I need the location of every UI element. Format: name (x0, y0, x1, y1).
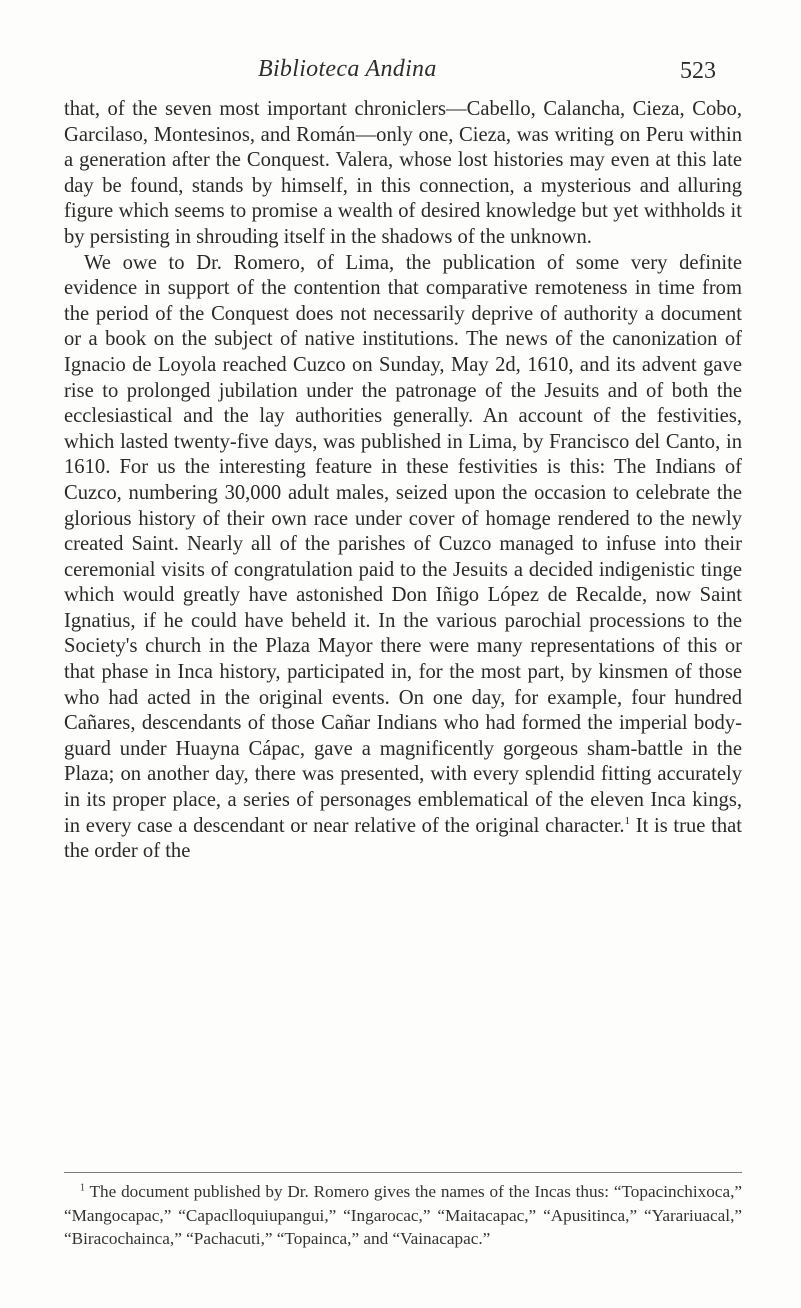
footnote-reference: 1 (624, 814, 631, 827)
page-number: 523 (680, 58, 716, 84)
paragraph-2-text: We owe to Dr. Romero, of Lima, the publication of some very definite evidence in support of the contention that comparative remoteness in time from the period of the Conquest does not necessarily deprive of authority a document or a book on the subject of native institutions. The news of the canonization of Ignacio de Loyola reached Cuzco on Sunday, May 2d, 1610, and its advent gave rise to prolonged jubilation under the patronage of the Jesuits and of both the ecclesiastical and the lay authorities generally. An account of the festivities, which lasted twenty-five days, was published in Lima, by Francisco del Canto, in 1610. For us the interesting feature in these festivities is this: The Indians of Cuzco, numbering 30,000 adult males, seized upon the occasion to celebrate the glorious history of their own race under cover of homage rendered to the newly created Saint. Nearly all of the parishes of Cuzco managed to infuse into their ceremonial visits of congratulation paid to the Jesuits a decided indigenistic tinge which would greatly have astonished Don Iñigo López de Recalde, now Saint Ignatius, if he could have beheld it. In the various parochial processions to the Society's church in the Plaza Mayor there were many representations of this or that phase in Inca history, participated in, for the most part, by kinsmen of those who had acted in the original events. On one day, for example, four hundred Cañares, descendants of those Cañar Indians who had formed the imperial body-guard under Huayna Cápac, gave a magnificently gorgeous sham-battle in the Plaza; on another day, there was presented, with every splendid fitting accurately in its proper place, a series of personages emblematical of the eleven Inca kings, in every case a descendant or near relative of the original character. (64, 251, 742, 837)
running-title: Biblioteca Andina (258, 56, 437, 82)
paragraph-2 (64, 251, 742, 865)
paragraph-1: that, of the seven most important chroniclers—Cabello, Calancha, Cieza, Cobo, Garcilaso, Montesinos, and Román—only one, Cieza, was writing on Peru within a generation after the Conquest. Valera, whose lost histories may even at this late day be found, stands by himself, in this connection, a mysterious and alluring figure which seems to promise a wealth of desired knowledge but yet withholds it by persisting in shrouding itself in the shadows of the unknown. (64, 98, 742, 248)
body-text (64, 97, 742, 865)
footnote-1 (64, 1180, 742, 1251)
footnote-divider (64, 1172, 742, 1173)
running-header (0, 56, 801, 86)
footnote-marker: 1 (80, 1182, 85, 1194)
paragraph-2-continuation: It is true that the order of the (64, 814, 742, 863)
footnote-text: The document published by Dr. Romero gives the names of the Incas thus: “Topacinchixoca,” “Mangocapac,” “Capaclloquiupangui,” “Ingarocac,” “Maitacapac,” “Apusitinca,” “Yarariuacal,” “Biracochainca,” “Pachacuti,” “Topainca,” and “Vainacapac.” (64, 1182, 742, 1249)
footnotes (64, 1180, 742, 1251)
